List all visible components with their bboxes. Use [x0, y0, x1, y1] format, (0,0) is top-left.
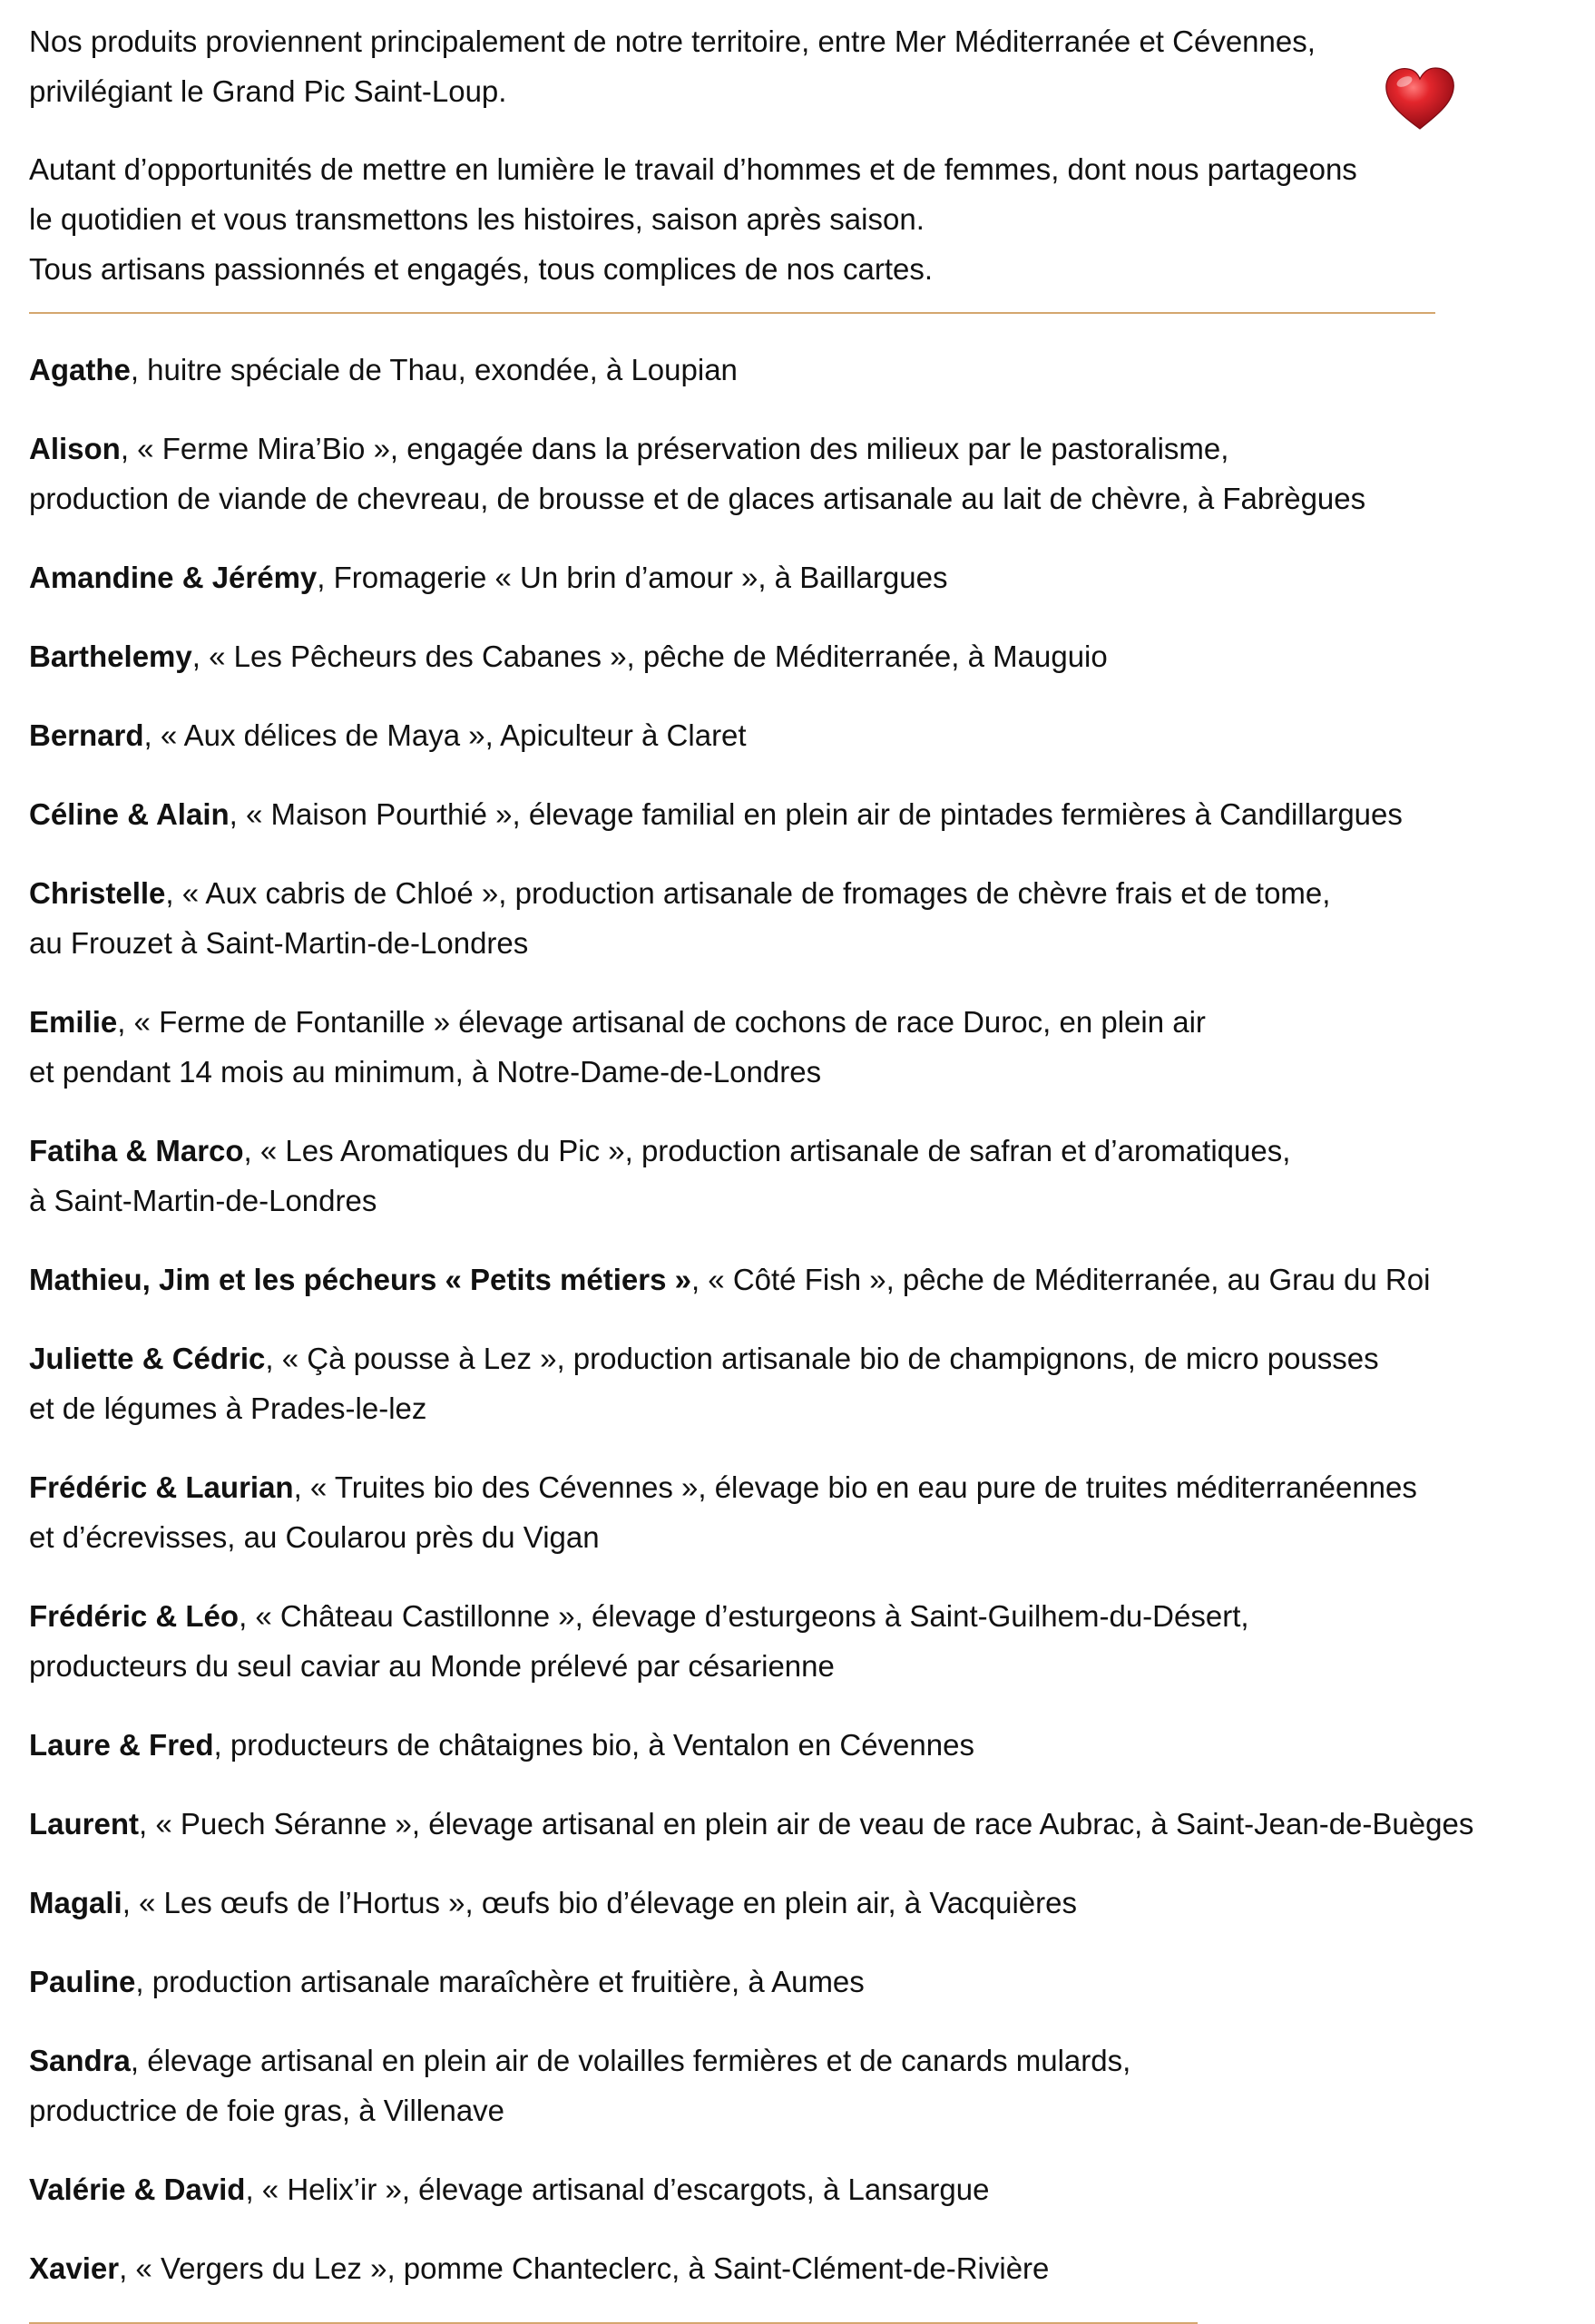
producer-description: , « Les Aromatiques du Pic », production artisanale de safran et d’aromatiques, [243, 1134, 1291, 1167]
producer-description: , « Helix’ir », élevage artisanal d’escargots, à Lansargue [245, 2173, 990, 2206]
producer-name: Pauline [29, 1965, 136, 1998]
intro-paragraph-1-line-2: privilégiant le Grand Pic Saint-Loup. [29, 74, 507, 108]
producer-entry [29, 997, 1559, 1097]
intro-paragraph-2-line-1: Autant d’opportunités de mettre en lumière le travail d’hommes et de femmes, dont nous partageons [29, 152, 1357, 186]
producer-name: Frédéric & Laurian [29, 1470, 294, 1504]
producer-entry [29, 1126, 1559, 1225]
intro-section [29, 16, 1559, 294]
producer-description: , « Les œufs de l’Hortus », œufs bio d’élevage en plein air, à Vacquières [122, 1886, 1077, 1919]
producer-description: , « Aux délices de Maya », Apiculteur à Claret [143, 718, 747, 752]
producer-description: , huitre spéciale de Thau, exondée, à Loupian [130, 353, 738, 386]
producer-entry [29, 424, 1559, 523]
document-page [29, 16, 1559, 2324]
producer-description: , « Vergers du Lez », pomme Chanteclerc, à Saint-Clément-de-Rivière [119, 2251, 1050, 2285]
producer-name: Christelle [29, 876, 166, 910]
producer-list [29, 345, 1559, 2293]
producer-description: , « Château Castillonne », élevage d’esturgeons à Saint-Guilhem-du-Désert, [239, 1599, 1249, 1633]
producer-entry [29, 1878, 1559, 1928]
producer-entry [29, 552, 1559, 602]
producer-description-line-2: producteurs du seul caviar au Monde prélevé par césarienne [29, 1649, 835, 1683]
intro-paragraph-2-line-2: le quotidien et vous transmettons les histoires, saison après saison. [29, 202, 925, 236]
producer-name: Laurent [29, 1807, 140, 1841]
heart-icon [1381, 63, 1459, 134]
producer-name: Alison [29, 432, 121, 465]
producer-name: Xavier [29, 2251, 120, 2285]
producer-name: Laure & Fred [29, 1728, 214, 1762]
producer-entry [29, 2243, 1559, 2293]
intro-paragraph-2-line-3: Tous artisans passionnés et engagés, tous complices de nos cartes. [29, 252, 934, 286]
producer-name: Frédéric & Léo [29, 1599, 240, 1633]
producer-name: Bernard [29, 718, 144, 752]
producer-description-line-2: au Frouzet à Saint-Martin-de-Londres [29, 926, 529, 960]
producer-entry [29, 2036, 1559, 2135]
producer-name: Amandine & Jérémy [29, 561, 318, 594]
producer-name: Agathe [29, 353, 131, 386]
producer-entry [29, 1591, 1559, 1691]
producer-entry [29, 631, 1559, 681]
producer-description: , Fromagerie « Un brin d’amour », à Baillargues [317, 561, 948, 594]
producer-entry [29, 1720, 1559, 1770]
producer-description: , « Les Pêcheurs des Cabanes », pêche de Méditerranée, à Mauguio [191, 640, 1108, 673]
producer-name: Juliette & Cédric [29, 1342, 266, 1375]
producer-description: , producteurs de châtaignes bio, à Ventalon en Cévennes [213, 1728, 974, 1762]
producer-name: Sandra [29, 2044, 131, 2077]
producer-description-line-2: à Saint-Martin-de-Londres [29, 1184, 377, 1217]
producer-name: Valérie & David [29, 2173, 246, 2206]
producer-description: , élevage artisanal en plein air de volailles fermières et de canards mulards, [130, 2044, 1131, 2077]
producer-entry [29, 1255, 1559, 1304]
producer-description: , production artisanale maraîchère et fruitière, à Aumes [135, 1965, 865, 1998]
producer-entry [29, 789, 1559, 839]
producer-name: Magali [29, 1886, 122, 1919]
producer-description: , « Truites bio des Cévennes », élevage bio en eau pure de truites méditerranéennes [293, 1470, 1417, 1504]
producer-name: Fatiha & Marco [29, 1134, 244, 1167]
producer-entry [29, 345, 1559, 395]
producer-entry [29, 1799, 1559, 1849]
producer-description: , « Ferme de Fontanille » élevage artisanal de cochons de race Duroc, en plein air [117, 1005, 1206, 1039]
producer-entry [29, 710, 1559, 760]
producer-name: Barthelemy [29, 640, 192, 673]
producer-description: , « Aux cabris de Chloé », production artisanale de fromages de chèvre frais et de tome, [165, 876, 1331, 910]
top-divider [29, 312, 1435, 314]
producer-entry [29, 2164, 1559, 2214]
producer-description: , « Maison Pourthié », élevage familial en plein air de pintades fermières à Candillargues [229, 797, 1403, 831]
producer-description: , « Çà pousse à Lez », production artisanale bio de champignons, de micro pousses [265, 1342, 1379, 1375]
producer-entry [29, 1957, 1559, 2007]
producer-description-line-2: production de viande de chevreau, de brousse et de glaces artisanale au lait de chèvre, à Fabrègues [29, 482, 1366, 515]
producer-name: Emilie [29, 1005, 118, 1039]
intro-paragraph-1-line-1: Nos produits proviennent principalement de notre territoire, entre Mer Méditerranée et Cévennes, [29, 24, 1316, 58]
producer-description-line-2: et de légumes à Prades-le-lez [29, 1391, 427, 1425]
producer-description-line-2: productrice de foie gras, à Villenave [29, 2094, 505, 2127]
producer-entry [29, 1333, 1559, 1433]
producer-name: Mathieu, Jim et les pécheurs « Petits métiers » [29, 1263, 691, 1296]
producer-entry [29, 868, 1559, 968]
producer-description: , « Côté Fish », pêche de Méditerranée, au Grau du Roi [690, 1263, 1431, 1296]
producer-description-line-2: et d’écrevisses, au Coularou près du Vigan [29, 1520, 600, 1554]
producer-name: Céline & Alain [29, 797, 230, 831]
producer-entry [29, 1462, 1559, 1562]
producer-description-line-2: et pendant 14 mois au minimum, à Notre-Dame-de-Londres [29, 1055, 822, 1089]
producer-description: , « Puech Séranne », élevage artisanal en plein air de veau de race Aubrac, à Saint-Jean-de-Buèges [139, 1807, 1474, 1841]
producer-description: , « Ferme Mira’Bio », engagée dans la préservation des milieux par le pastoralisme, [120, 432, 1229, 465]
